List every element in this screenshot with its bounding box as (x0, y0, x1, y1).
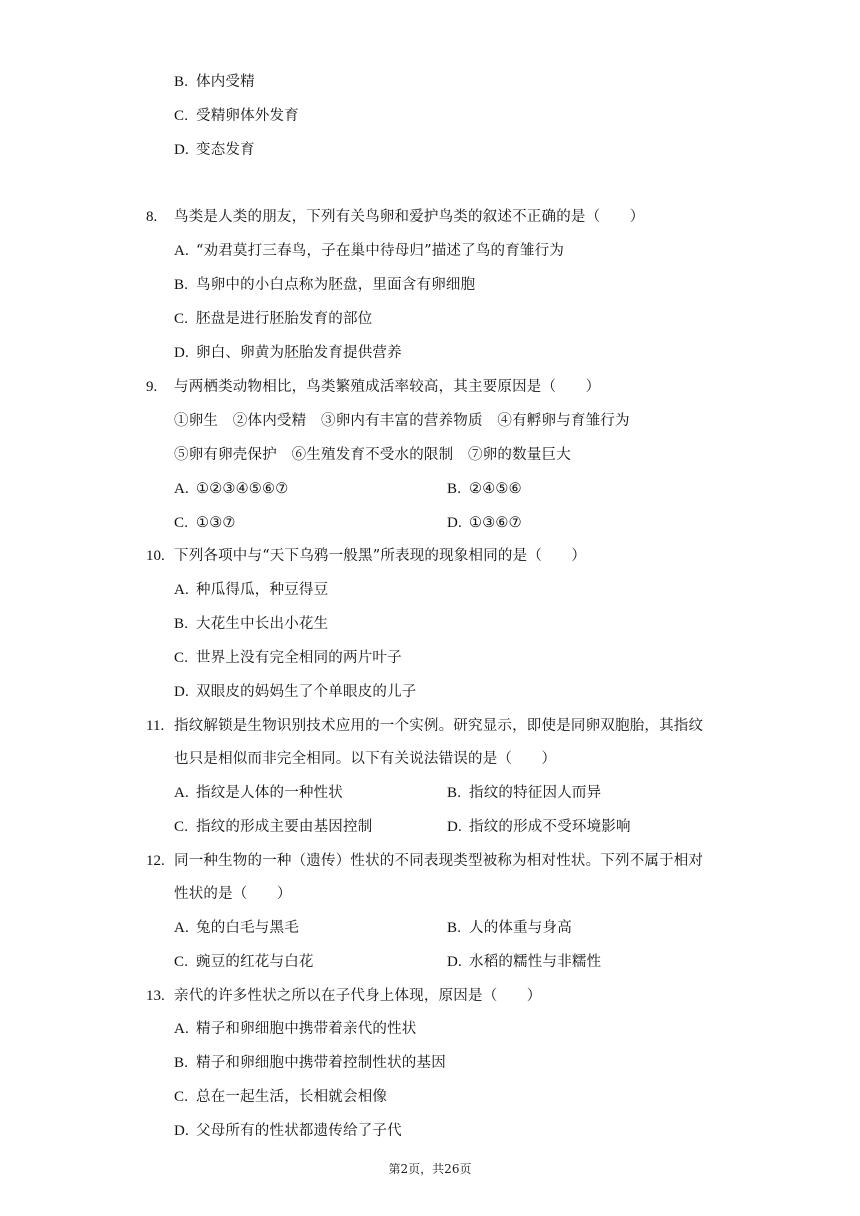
q12-option-a (174, 918, 299, 938)
option-text: 卵白、卵黄为胚胎发育提供营养 (196, 345, 402, 361)
option-letter: D. (174, 684, 189, 700)
option-text: 总在一起生活，长相就会相像 (196, 1089, 388, 1105)
option-letter: A. (174, 920, 189, 936)
q8-stem: 鸟类是人类的朋友，下列有关鸟卵和爱护鸟类的叙述不正确的是（ ） (174, 209, 645, 225)
q9-number: 9. (146, 379, 158, 395)
option-letter: A. (174, 243, 189, 259)
q10-stem: 下列各项中与“天下乌鸦一般黑”所表现的现象相同的是（ ） (174, 548, 587, 564)
option-text: 豌豆的红花与白花 (196, 954, 314, 970)
q9-option-c (174, 513, 236, 533)
q12-option-c (174, 952, 314, 972)
q9-option-d (447, 513, 522, 533)
option-text: 精子和卵细胞中携带着亲代的性状 (196, 1021, 417, 1037)
q13-stem: 亲代的许多性状之所以在子代身上体现，原因是（ ） (174, 988, 542, 1004)
option-text: 指纹的形成不受环境影响 (469, 819, 631, 835)
q13-option-b (174, 1053, 446, 1073)
q9-stem: 与两栖类动物相比，鸟类繁殖成活率较高，其主要原因是（ ） (174, 379, 601, 395)
q8-option-a (174, 241, 564, 261)
q11-number: 11. (146, 718, 165, 734)
option-letter: A. (174, 582, 189, 598)
option-text: 人的体重与身高 (469, 920, 572, 936)
option-letter: B. (447, 481, 462, 497)
q7-option-d (174, 140, 255, 160)
option-letter: D. (447, 819, 462, 835)
q9-option-b (447, 479, 522, 499)
option-letter: C. (174, 1089, 189, 1105)
option-letter: B. (174, 1055, 189, 1071)
q12-option-d (447, 952, 601, 972)
q10-option-b (174, 614, 328, 634)
option-text: 胚盘是进行胚胎发育的部位 (196, 311, 373, 327)
q10-option-a (174, 580, 328, 600)
q8-option-b (174, 275, 475, 295)
q11-option-d (447, 817, 631, 837)
option-text: 父母所有的性状都遗传给了子代 (196, 1123, 402, 1139)
option-text: ②④⑤⑥ (469, 481, 522, 497)
option-text: 种瓜得瓜，种豆得豆 (196, 582, 329, 598)
option-text: “劝君莫打三春鸟，子在巢中待母归”描述了鸟的育雏行为 (196, 243, 565, 259)
q10-option-c (174, 648, 402, 668)
option-text: 指纹的形成主要由基因控制 (196, 819, 373, 835)
option-letter: A. (174, 481, 189, 497)
q12-stem-line1: 同一种生物的一种（遗传）性状的不同表现类型被称为相对性状。下列不属于相对 (174, 853, 704, 869)
q11-option-b (447, 783, 601, 803)
q10-number: 10. (146, 548, 165, 564)
option-letter: B. (174, 277, 189, 293)
q7-option-c (174, 106, 299, 126)
option-text: 受精卵体外发育 (196, 108, 299, 124)
q7-option-b (174, 72, 255, 92)
q8-number: 8. (146, 209, 158, 225)
option-letter: B. (447, 785, 462, 801)
option-letter: B. (174, 74, 189, 90)
option-letter: C. (174, 650, 189, 666)
q11-option-c (174, 817, 372, 837)
q8-option-c (174, 309, 372, 329)
option-text: 体内受精 (196, 74, 255, 90)
q12-number: 12. (146, 853, 165, 869)
page-footer: 第2页，共26页 (388, 1162, 472, 1176)
q13-option-c (174, 1087, 387, 1107)
option-letter: D. (447, 515, 462, 531)
q12-option-b (447, 918, 572, 938)
option-letter: C. (174, 954, 189, 970)
option-text: 世界上没有完全相同的两片叶子 (196, 650, 402, 666)
q13-option-a (174, 1019, 417, 1039)
option-letter: B. (174, 616, 189, 632)
option-text: 指纹的特征因人而异 (469, 785, 602, 801)
q11-option-a (174, 783, 343, 803)
option-text: 水稻的糯性与非糯性 (469, 954, 602, 970)
option-letter: A. (174, 1021, 189, 1037)
option-letter: C. (174, 515, 189, 531)
q9-items-line2: ⑤卵有卵壳保护 ⑥生殖发育不受水的限制 ⑦卵的数量巨大 (174, 447, 571, 463)
option-text: 鸟卵中的小白点称为胚盘，里面含有卵细胞 (196, 277, 476, 293)
option-text: ①③⑦ (196, 515, 236, 531)
q13-number: 13. (146, 988, 165, 1004)
q10-option-d (174, 682, 417, 702)
option-text: 指纹是人体的一种性状 (196, 785, 343, 801)
option-text: ①②③④⑤⑥⑦ (196, 481, 289, 497)
option-text: 大花生中长出小花生 (196, 616, 329, 632)
option-letter: C. (174, 819, 189, 835)
option-text: 双眼皮的妈妈生了个单眼皮的儿子 (196, 684, 417, 700)
q11-stem-line2: 也只是相似而非完全相同。以下有关说法错误的是（ ） (174, 751, 557, 767)
option-letter: D. (174, 1123, 189, 1139)
q9-items-line1: ①卵生 ②体内受精 ③卵内有丰富的营养物质 ④有孵卵与育雏行为 (174, 413, 630, 429)
q12-stem-line2: 性状的是（ ） (174, 886, 292, 902)
option-letter: B. (447, 920, 462, 936)
option-letter: A. (174, 785, 189, 801)
option-letter: C. (174, 311, 189, 327)
option-letter: D. (174, 345, 189, 361)
q11-stem-line1: 指纹解锁是生物识别技术应用的一个实例。研究显示，即使是同卵双胞胎，其指纹 (174, 718, 704, 734)
option-letter: D. (447, 954, 462, 970)
q9-option-a (174, 479, 288, 499)
option-text: ①③⑥⑦ (469, 515, 522, 531)
option-letter: D. (174, 142, 189, 158)
q8-option-d (174, 343, 402, 363)
option-text: 变态发育 (196, 142, 255, 158)
option-letter: C. (174, 108, 189, 124)
option-text: 精子和卵细胞中携带着控制性状的基因 (196, 1055, 446, 1071)
q13-option-d (174, 1121, 402, 1141)
option-text: 兔的白毛与黑毛 (196, 920, 299, 936)
